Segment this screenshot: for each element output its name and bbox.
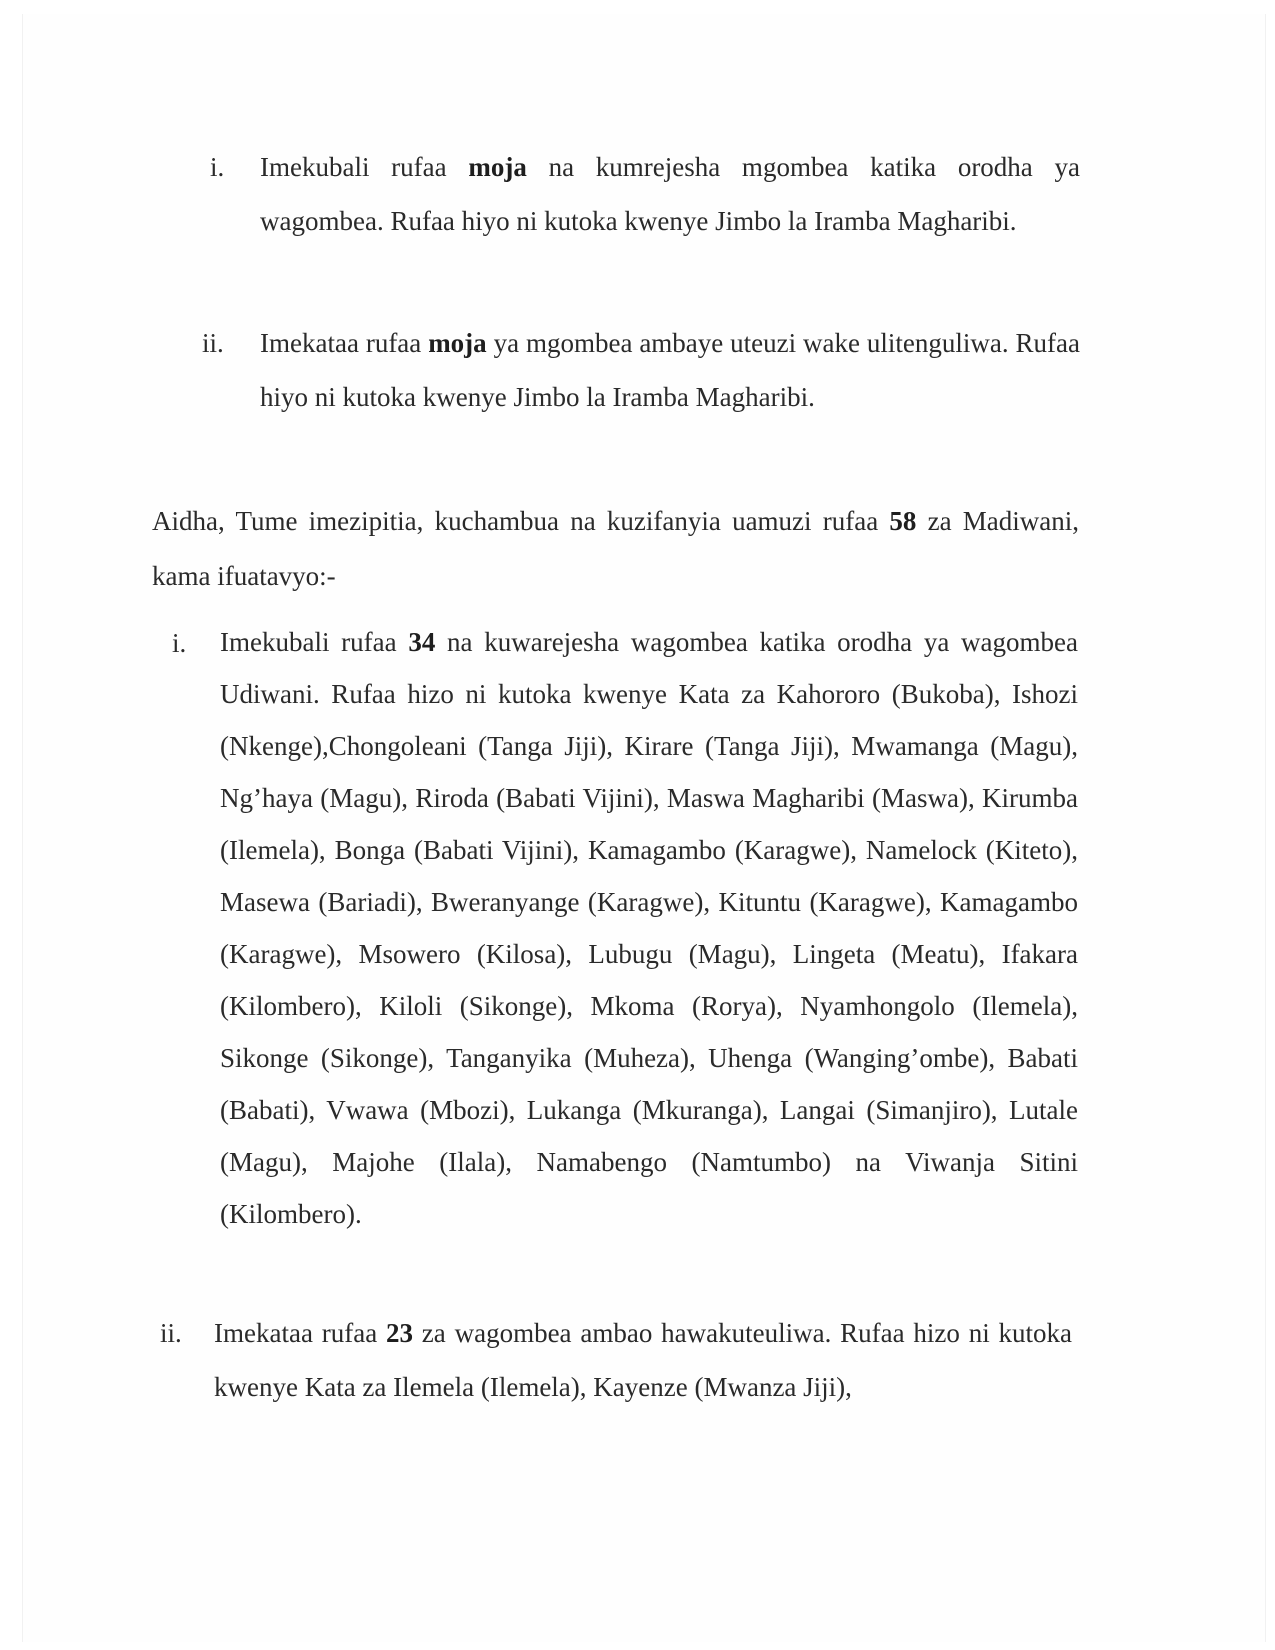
list1-item1-count: moja xyxy=(468,152,527,182)
list2-item2-count: 23 xyxy=(386,1318,413,1348)
list2-item2-text-start: Imekataa rufaa xyxy=(214,1318,386,1348)
list1-item2-text-start: Imekataa rufaa xyxy=(260,328,429,358)
list2-item2-marker: ii. xyxy=(160,1318,182,1348)
list1-item2-count: moja xyxy=(428,328,487,358)
list2-item2 xyxy=(214,1306,1072,1414)
list1-item1 xyxy=(260,140,1080,248)
list2-item1-marker: i. xyxy=(172,628,187,658)
intro-text-end: za Madiwani, kama ifuatavyo:- xyxy=(152,506,1079,591)
list1-item1-marker: i. xyxy=(210,152,225,182)
list2-item1-text-end: na kuwarejesha wagombea katika orodha ya wagombea Udiwani. Rufaa hizo ni kutoka kwenye Kata za Kahororo (Bukoba), Ishozi (Nkenge),Chongoleani (Tanga Jiji), Kirare (Tanga Jiji), Mwamanga (Magu), Ng’haya (Magu), Riroda (Babati Vijini), Maswa Magharibi (Maswa), Kirumba (Ilemela), Bonga (Babati Vijini), Kamagambo (Karagwe), Namelock (Kiteto), Masewa (Bariadi), Bweranyange (Karagwe), Kituntu (Karagwe), Kamagambo (Karagwe), Msowero (Kilosa), Lubugu (Magu), Lingeta (Meatu), Ifakara (Kilombero), Kiloli (Sikonge), Mkoma (Rorya), Nyamhongolo (Ilemela), Sikonge (Sikonge), Tanganyika (Muheza), Uhenga (Wanging’ombe), Babati (Babati), Vwawa (Mbozi), Lukanga (Mkuranga), Langai (Simanjiro), Lutale (Magu), Majohe (Ilala), Namabengo (Namtumbo) na Viwanja Sitini (Kilombero). xyxy=(220,627,1078,1229)
list1-item1-text-end: na kumrejesha mgombea katika orodha ya wagombea. Rufaa hiyo ni kutoka kwenye Jimbo la Iramba Magharibi. xyxy=(260,152,1080,236)
list2-item1-text-start: Imekubali rufaa xyxy=(220,627,409,657)
list1-item2-marker: ii. xyxy=(202,328,224,358)
list2-item1-count: 34 xyxy=(408,627,436,657)
intro-paragraph xyxy=(152,494,1079,604)
list1-item1-text-start: Imekubali rufaa xyxy=(260,152,469,182)
intro-text-start: Aidha, Tume imezipitia, kuchambua na kuzifanyia uamuzi rufaa xyxy=(152,506,890,536)
list2-item1 xyxy=(220,616,1078,1240)
list1-item2 xyxy=(260,316,1080,424)
list2-item2-text-end: za wagombea ambao hawakuteuliwa. Rufaa hizo ni kutoka kwenye Kata za Ilemela (Ilemela), Kayenze (Mwanza Jiji), xyxy=(214,1318,1072,1402)
list1-item2-text-end: ya mgombea ambaye uteuzi wake ulitenguliwa. Rufaa hiyo ni kutoka kwenye Jimbo la Iramba Magharibi. xyxy=(260,328,1080,412)
intro-count: 58 xyxy=(889,506,917,536)
